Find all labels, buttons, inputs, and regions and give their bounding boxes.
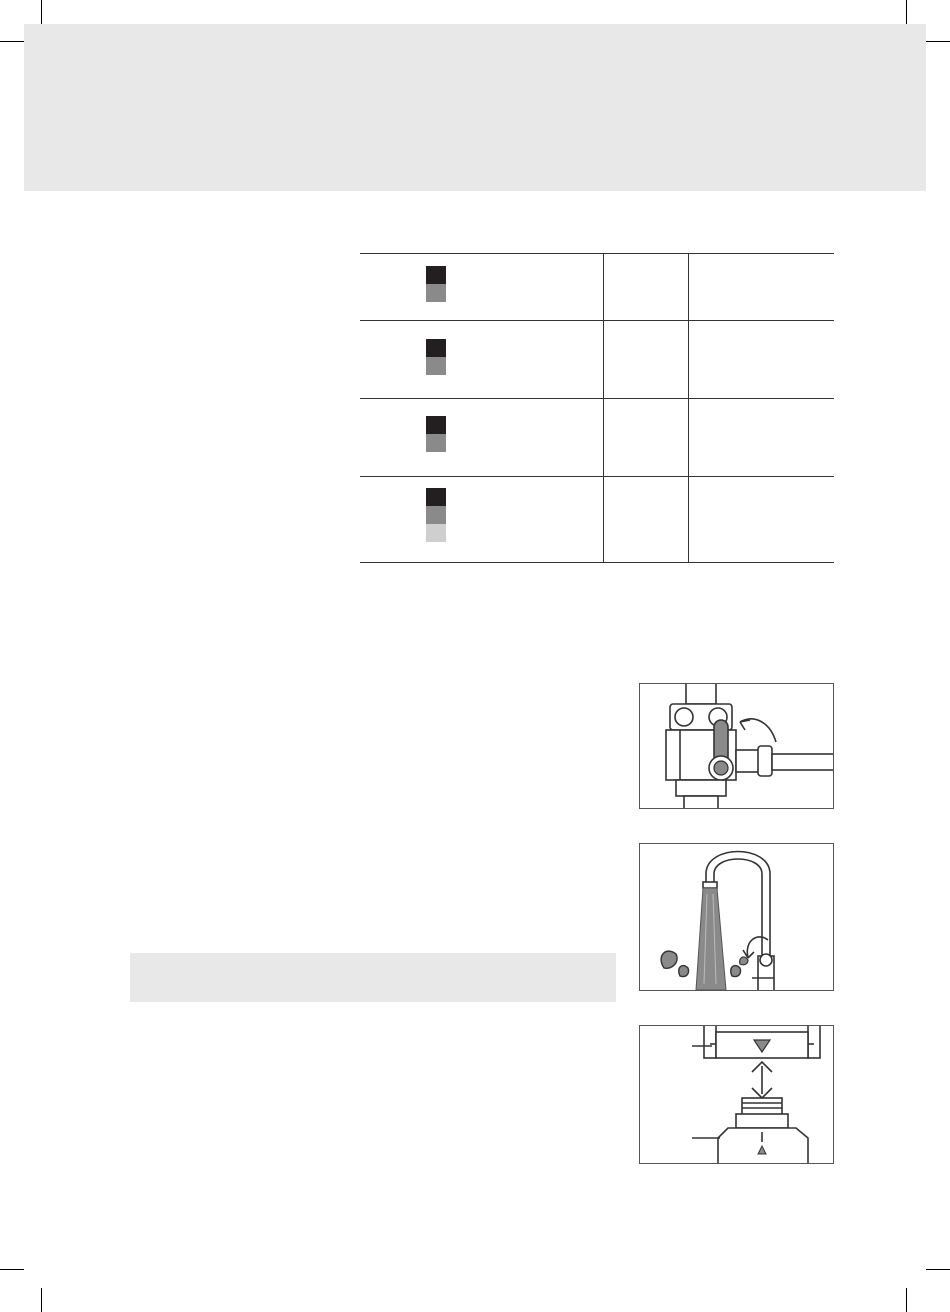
crop-mark (926, 41, 950, 42)
indicator-swatch-mid (426, 357, 446, 375)
crop-mark (41, 1288, 42, 1312)
indicator-swatches (426, 488, 446, 542)
column-divider (688, 254, 689, 320)
column-divider (688, 399, 689, 476)
indicator-swatch-dark (426, 266, 446, 284)
crop-mark (41, 0, 42, 24)
header-band (24, 24, 926, 191)
column-divider (603, 321, 604, 398)
table-row (360, 320, 834, 398)
valve-illustration (639, 683, 834, 809)
indicator-swatches (426, 339, 446, 375)
filter-cartridge-illustration (639, 1025, 834, 1164)
crop-mark (0, 41, 24, 42)
indicator-swatch-mid (426, 434, 446, 452)
status-table (360, 253, 834, 563)
indicator-swatch-mid (426, 284, 446, 302)
column-divider (603, 399, 604, 476)
table-row (360, 476, 834, 563)
table-row (360, 398, 834, 476)
note-band (130, 953, 616, 1002)
faucet-illustration (639, 843, 834, 991)
column-divider (688, 321, 689, 398)
column-divider (603, 477, 604, 562)
indicator-swatches (426, 266, 446, 302)
table-row (360, 253, 834, 320)
indicator-swatch-dark (426, 339, 446, 357)
column-divider (688, 477, 689, 562)
indicator-swatch-mid (426, 506, 446, 524)
indicator-swatches (426, 416, 446, 452)
crop-mark (906, 0, 907, 24)
indicator-swatch-dark (426, 416, 446, 434)
column-divider (603, 254, 604, 320)
indicator-swatch-dark (426, 488, 446, 506)
indicator-swatch-light (426, 524, 446, 542)
crop-mark (906, 1288, 907, 1312)
crop-mark (0, 1269, 24, 1270)
crop-mark (926, 1269, 950, 1270)
